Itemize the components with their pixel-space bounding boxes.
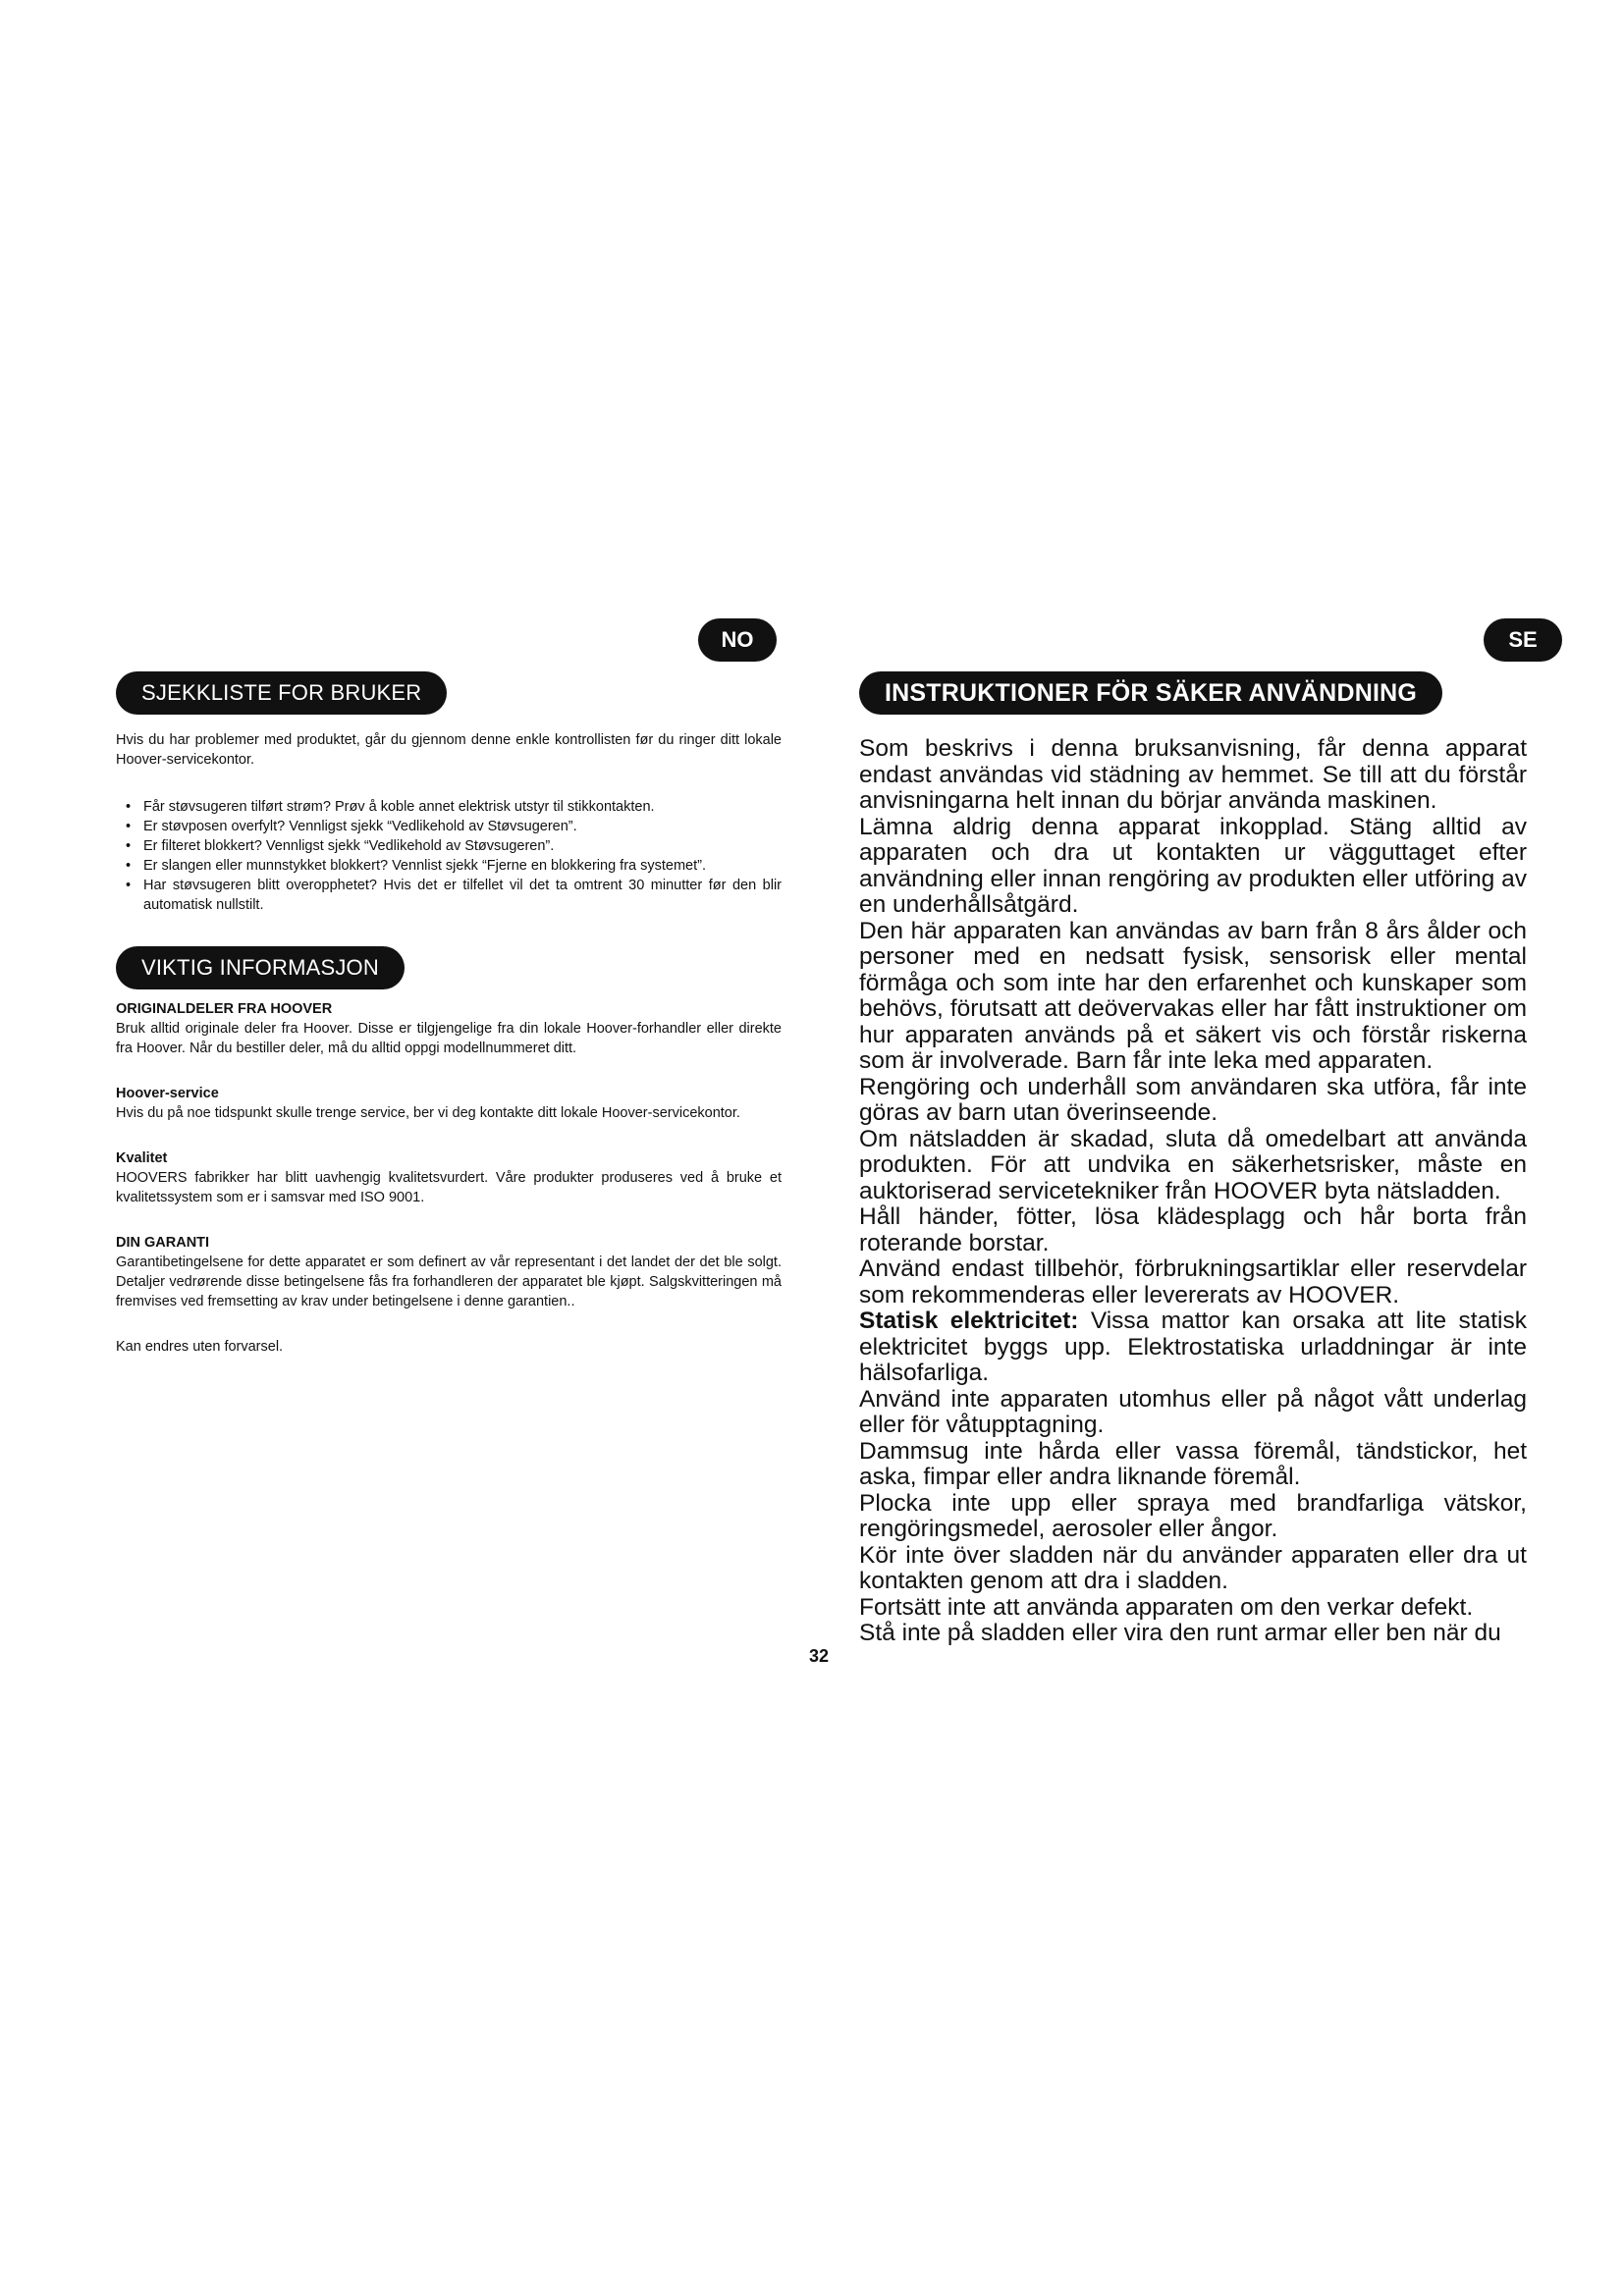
checklist-item: • Er filteret blokkert? Vennligst sjekk “Vedlikehold av Støvsugeren”.: [126, 836, 782, 856]
safety-paragraph: Om nätsladden är skadad, sluta då omedelbart att använda produkten. För att undvika en säkerhetsrisker, måste en auktoriserad servicetekniker från HOOVER byta nätsladden.: [859, 1125, 1527, 1204]
safety-paragraph: Kör inte över sladden när du använder apparaten eller dra ut kontakten genom att dra i sladden.: [859, 1541, 1527, 1594]
safety-paragraph: Använd inte apparaten utomhus eller på något vått underlag eller för våtupptagning.: [859, 1385, 1527, 1438]
safety-paragraph: Plocka inte upp eller spraya med brandfarliga vätskor, rengöringsmedel, aerosoler eller ångor.: [859, 1489, 1527, 1542]
safety-paragraph: Stå inte på sladden eller vira den runt armar eller ben när du: [859, 1620, 1501, 1646]
page-number: 32: [809, 1646, 830, 1666]
safety-paragraph: Den här apparaten kan användas av barn från 8 års ålder och personer med en nedsatt fysisk, sensorisk eller mental förmåga och som inte har den erfarenhet och kunskaper som behövs, förutsatt att deövervakas eller har fått instruktioner om hur apparaten används på et säkert vis och förstår riskerna som är involverade. Barn får inte leka med apparaten.: [859, 917, 1527, 1074]
safety-paragraph: Som beskrivs i denna bruksanvisning, får denna apparat endast användas vid städning av hemmet. Se till att du förstår anvisningarna helt innan du börjar använda maskinen.: [859, 735, 1527, 814]
static-electricity-text: Vissa mattor kan orsaka att lite statisk elektricitet byggs upp. Elektrostatiska urladdningar är inte hälsofarliga.: [859, 1308, 1527, 1386]
important-info-heading: VIKTIG INFORMASJON: [116, 946, 405, 989]
checklist-item: • Har støvsugeren blitt overopphetet? Hvis det er tilfellet vil det ta omtrent 30 minutter før den blir automatisk nullstilt.: [126, 876, 782, 915]
checklist-item: • Er støvposen overfylt? Vennligst sjekk “Vedlikehold av Støvsugeren”.: [126, 817, 782, 836]
checklist-item: • Får støvsugeren tilført strøm? Prøv å koble annet elektrisk utstyr til stikkontakten.: [126, 797, 782, 817]
swedish-column: [859, 671, 1527, 1647]
section-text: Hvis du på noe tidspunkt skulle trenge service, ber vi deg kontakte ditt lokale Hoover-servicekontor.: [116, 1105, 740, 1121]
language-badge-se: SE: [1484, 618, 1562, 662]
safety-paragraph: Rengöring och underhåll som användaren ska utföra, får inte göras av barn utan överinseende.: [859, 1073, 1527, 1126]
checklist: [116, 797, 782, 915]
safety-paragraph: Fortsätt inte att använda apparaten om den verkar defekt.: [859, 1593, 1474, 1621]
section-heading: DIN GARANTI: [116, 1235, 210, 1251]
safety-instructions-heading: INSTRUKTIONER FÖR SÄKER ANVÄNDNING: [859, 671, 1442, 715]
section-heading: Hoover-service: [116, 1086, 219, 1101]
norwegian-column: [116, 671, 782, 1357]
safety-paragraph: Använd endast tillbehör, förbrukningsartiklar eller reservdelar som rekommenderas eller levererats av HOOVER.: [859, 1255, 1527, 1308]
checklist-intro: Hvis du har problemer med produktet, går du gjennom denne enkle kontrollisten før du ringer ditt lokale Hoover-servicekontor.: [116, 732, 782, 768]
section-heading: Kvalitet: [116, 1150, 168, 1166]
safety-text: [859, 736, 1527, 1647]
checklist-item: • Er slangen eller munnstykket blokkert? Vennlist sjekk “Fjerne en blokkering fra systemet”.: [126, 856, 782, 876]
safety-paragraph: Lämna aldrig denna apparat inkopplad. Stäng alltid av apparaten och dra ut kontakten ur vägguttaget efter användning eller innan rengöring av produkten eller utföring av en underhållsåtgärd.: [859, 813, 1527, 918]
static-electricity-label: Statisk elektricitet:: [859, 1308, 1079, 1334]
section-text: Garantibetingelsene for dette apparatet er som definert av vår representant i det landet der det ble solgt. Detaljer vedrørende disse betingelsene fås fra forhandleren der apparatet ble kjøpt. Salgskvitteringen må fremvises ved fremsetting av krav under betingelsene i denne garantien..: [116, 1255, 782, 1309]
change-notice: Kan endres uten forvarsel.: [116, 1339, 284, 1355]
section-text: Bruk alltid originale deler fra Hoover. Disse er tilgjengelige fra din lokale Hoover-forhandler eller direkte fra Hoover. Når du bestiller deler, må du alltid oppgi modellnummeret ditt.: [116, 1021, 782, 1056]
language-badge-no: NO: [698, 618, 777, 662]
checklist-heading: SJEKKLISTE FOR BRUKER: [116, 671, 447, 715]
static-electricity-paragraph: [859, 1308, 1527, 1387]
section-text: HOOVERS fabrikker har blitt uavhengig kvalitetsvurdert. Våre produkter produseres ved å bruke et kvalitetssystem som er i samsvar med ISO 9001.: [116, 1170, 782, 1205]
safety-paragraph: Håll händer, fötter, lösa klädesplagg och hår borta från roterande borstar.: [859, 1203, 1527, 1256]
section-heading: ORIGINALDELER FRA HOOVER: [116, 1001, 333, 1017]
safety-paragraph: Dammsug inte hårda eller vassa föremål, tändstickor, het aska, fimpar eller andra liknande föremål.: [859, 1437, 1527, 1490]
